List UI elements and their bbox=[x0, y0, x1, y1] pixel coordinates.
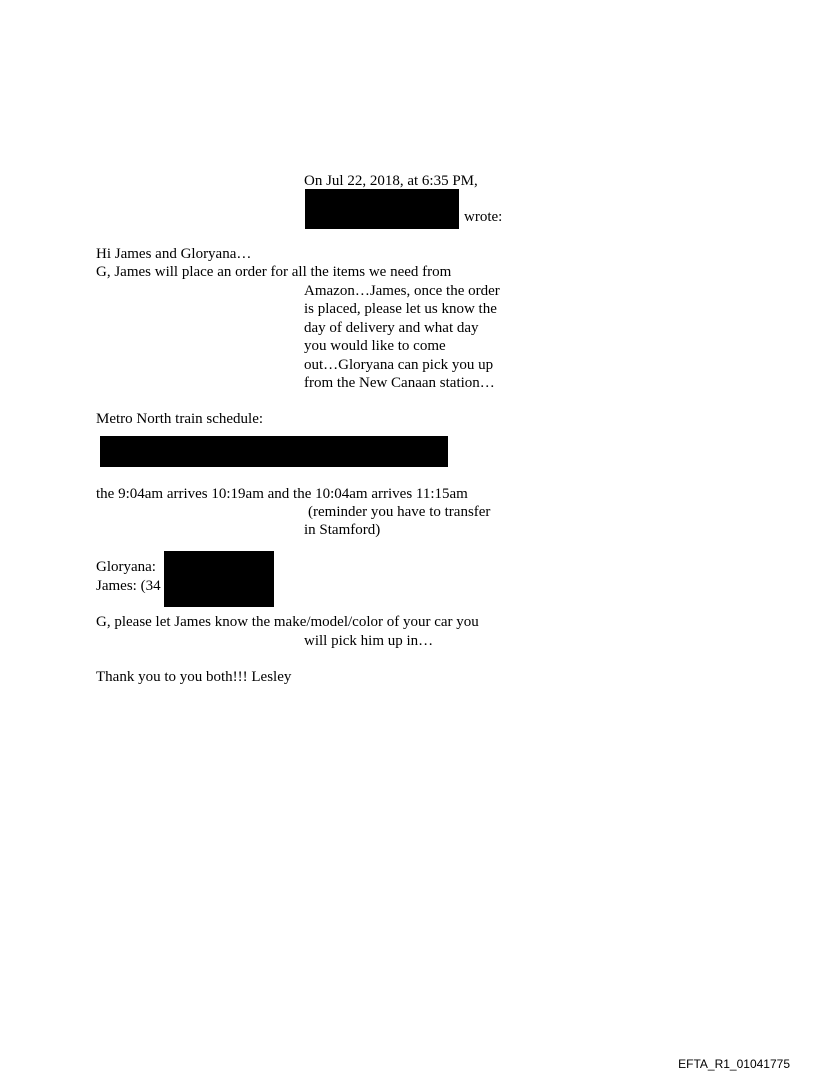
schedule-line: the 9:04am arrives 10:19am and the 10:04am arrives 11:15am bbox=[96, 486, 468, 502]
closing: Thank you to you both!!! Lesley bbox=[96, 669, 292, 685]
james-label: James: (34 bbox=[96, 578, 161, 594]
para1-line: you would like to come bbox=[304, 338, 446, 354]
para1-line: is placed, please let us know the bbox=[304, 301, 497, 317]
para1-line: G, James will place an order for all the items we need from bbox=[96, 264, 452, 280]
schedule-label: Metro North train schedule: bbox=[96, 411, 264, 427]
wrote-text: wrote: bbox=[464, 209, 503, 225]
schedule-link-redaction bbox=[100, 436, 448, 467]
para1-line: day of delivery and what day bbox=[304, 320, 479, 336]
schedule-line: in Stamford) bbox=[304, 522, 381, 538]
para3-line: will pick him up in… bbox=[304, 633, 434, 649]
gloryana-label: Gloryana: bbox=[96, 559, 156, 575]
para3-line: G, please let James know the make/model/color of your car you bbox=[96, 614, 479, 630]
sender-redaction bbox=[305, 189, 459, 229]
schedule-line: (reminder you have to transfer bbox=[308, 504, 491, 520]
para1-line: from the New Canaan station… bbox=[304, 375, 495, 391]
greeting: Hi James and Gloryana… bbox=[96, 246, 252, 262]
phone-redaction bbox=[164, 551, 274, 607]
document-id: EFTA_R1_01041775 bbox=[678, 1057, 790, 1071]
para1-line: Amazon…James, once the order bbox=[304, 283, 500, 299]
para1-line: out…Gloryana can pick you up bbox=[304, 357, 494, 373]
date-line: On Jul 22, 2018, at 6:35 PM, bbox=[304, 173, 478, 189]
